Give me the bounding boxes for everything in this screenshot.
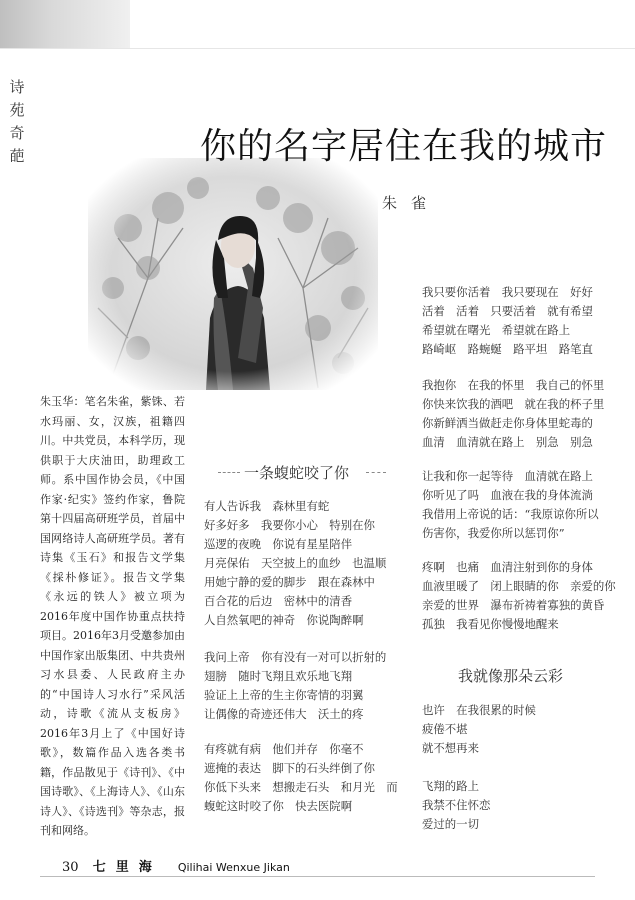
poem-line: 也许 在我很累的时候 — [422, 703, 536, 717]
column-tag-char: 诗 — [9, 78, 25, 96]
magazine-english-name: Qilihai Wenxue Jikan — [177, 861, 290, 874]
poem-line: 验证上上帝的生主你寄情的羽翼 — [204, 688, 364, 702]
poem-line: 路崎岖 路蜿蜒 路平坦 路笔直 — [422, 342, 593, 356]
poem-stanza — [204, 740, 398, 816]
poem-line: 我禁不住怀恋 — [422, 798, 491, 812]
poem-line: 有人告诉我 森林里有蛇 — [204, 499, 330, 513]
poem-stanza — [422, 558, 616, 634]
poem-line: 伤害你，我爱你所以惩罚你” — [422, 526, 565, 540]
page-footer — [62, 856, 290, 875]
poem-line: 翅膀 随时飞翔且欢乐地飞翔 — [204, 669, 353, 683]
author-name: 朱雀 — [382, 194, 441, 212]
poem-line: 就不想再来 — [422, 741, 479, 755]
header-decor-strip — [0, 0, 130, 48]
poem-line: 亲爱的世界 瀑布祈祷着寡独的黄昏 — [422, 598, 605, 612]
poem-line: 活着 活着 只要活着 就有希望 — [422, 304, 593, 318]
poem-line: 让偶像的奇迹还伟大 沃土的疼 — [204, 707, 364, 721]
column-tag — [8, 76, 26, 168]
poem-stanza — [422, 777, 490, 834]
poem-line: 巡逻的夜晚 你说有星星陪伴 — [204, 537, 353, 551]
poem-stanza — [422, 467, 599, 543]
poem-line: 疲倦不堪 — [422, 722, 468, 736]
poem-stanza — [204, 497, 386, 630]
poem-line: 百合花的后边 密林中的清香 — [204, 594, 353, 608]
poem-line: 我借用上帝说的话：“我原谅你所以 — [422, 507, 599, 521]
poem-line: 飞翔的路上 — [422, 779, 479, 793]
poem-line: 你快来饮我的酒吧 就在我的杯子里 — [422, 397, 605, 411]
poem-line: 蝮蛇这时咬了你 快去医院啊 — [204, 799, 353, 813]
column-tag-char: 葩 — [9, 147, 25, 165]
article-title: 你的名字居住在我的城市 — [200, 126, 608, 167]
poem-line: 有疼就有病 他们并存 你毫不 — [204, 742, 364, 756]
poem-line: 血液里暖了 闭上眼睛的你 亲爱的你 — [422, 579, 616, 593]
poem-stanza — [204, 648, 386, 724]
poem-line: 用她宁静的爱的脚步 跟在森林中 — [204, 575, 375, 589]
title-rule-right — [366, 472, 386, 473]
poem-line: 让我和你一起等待 血清就在路上 — [422, 469, 593, 483]
page-number: 30 — [62, 860, 79, 875]
poem-line: 遮掩的表达 脚下的石头绊倒了你 — [204, 761, 375, 775]
header-rule — [0, 48, 635, 49]
poem-line: 人自然氧吧的神奇 你说陶醉啊 — [204, 613, 364, 627]
author-bio: 朱玉华：笔名朱雀，紫铢、若水玛丽、女，汉族，祖籍四川。中共党员，本科学历，现供职于大庆油田，助理政工师。系中国作协会员，《中国作家·纪实》签约作家，鲁院第十四届高研班学员，首届中国网络诗人高研班学员。著有诗集《玉石》和报告文学集《採朴修证》。报告文学集《永远的铁人》被立项为2016年度中国作协重点扶持项目。2016年3月受邀参加由中国作家出版集团、中共贵州习水县委、人民政府主办的“中国诗人习水行”采风活动，诗歌《流从支板房》2016年3月上了《中国好诗歌》，数篇作品入选各类书籍，作品散见于《诗刊》、《中国诗歌》、《上海诗人》、《山东诗人》、《诗选刊》等杂志，报刊和网络。 — [40, 395, 185, 837]
poem-line: 月亮保佑 天空披上的血纱 也温顺 — [204, 556, 387, 570]
footer-rule — [40, 876, 595, 877]
column-tag-char: 苑 — [9, 101, 25, 119]
poem-line: 我只要你活着 我只要现在 好好 — [422, 285, 593, 299]
title-rule-left — [218, 472, 240, 473]
poem-line: 爱过的一切 — [422, 817, 479, 831]
author-photo — [88, 158, 378, 390]
poem-title: 一条蝮蛇咬了你 — [244, 464, 350, 482]
poem-line: 你听见了吗 血液在我的身体流淌 — [422, 488, 593, 502]
column-tag-char: 奇 — [9, 124, 25, 142]
poem-line: 你低下头来 想搬走石头 和月光 而 — [204, 780, 398, 794]
poem-line: 孤独 我看见你慢慢地醒来 — [422, 617, 559, 631]
poem-line: 疼啊 也痛 血清注射到你的身体 — [422, 560, 593, 574]
poem-line: 我问上帝 你有没有一对可以折射的 — [204, 650, 387, 664]
poem-line: 我抱你 在我的怀里 我自己的怀里 — [422, 378, 605, 392]
poem-line: 希望就在曙光 希望就在路上 — [422, 323, 571, 337]
magazine-name: 七里海 — [92, 860, 162, 875]
poem-line: 血清 血清就在路上 别急 别急 — [422, 435, 593, 449]
poem-stanza — [422, 376, 604, 452]
poem-stanza — [422, 701, 536, 758]
poem-title: 我就像那朵云彩 — [458, 667, 564, 685]
poem-line: 你新鲜洒当做赶走你身体里蛇毒的 — [422, 416, 593, 430]
poem-stanza — [422, 283, 593, 359]
poem-line: 好多好多 我要你小心 特别在你 — [204, 518, 375, 532]
